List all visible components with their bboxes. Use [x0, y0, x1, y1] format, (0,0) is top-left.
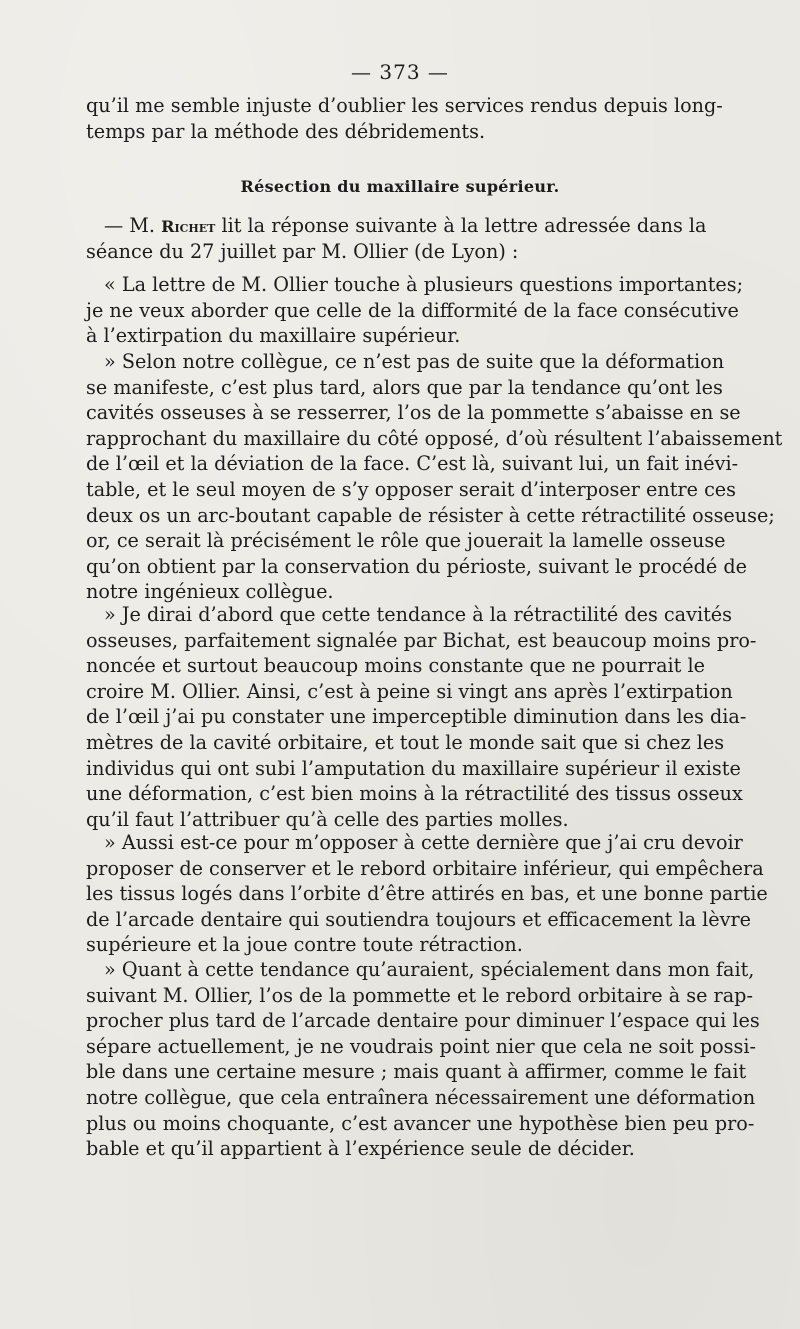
text-line: une déformation, c’est bien moins à la rétractilité des tissus osseux [86, 782, 743, 806]
text-line: « La lettre de M. Ollier touche à plusieurs questions importantes; [104, 273, 744, 296]
text-line: je ne veux aborder que celle de la difformité de la face consécutive [86, 298, 739, 322]
text-line: à l’extirpation du maxillaire supérieur. [86, 324, 461, 348]
section-heading: Résection du maxillaire supérieur. [240, 177, 560, 196]
text-line: mètres de la cavité orbitaire, et tout le monde sait que si chez les [86, 730, 725, 754]
text-line: se manifeste, c’est plus tard, alors que par la tendance qu’ont les [86, 375, 723, 399]
text-line: temps par la méthode des débridements. [86, 119, 486, 143]
speaker-name: Richet [161, 217, 216, 236]
text-line: or, ce serait là précisément le rôle que jouerait la lamelle osseuse [86, 529, 726, 553]
body-paragraph [86, 272, 744, 349]
text-line: de l’œil et la déviation de la face. C’est là, suivant lui, un fait inévi- [86, 452, 739, 476]
text-line: de l’œil j’ai pu constater une imperceptible diminution dans les dia- [86, 705, 747, 729]
text-line: notre ingénieux collègue. [86, 580, 334, 604]
body-paragraph [86, 957, 760, 1162]
text-line: plus ou moins choquante, c’est avancer une hypothèse bien peu pro- [86, 1111, 755, 1135]
text-line: notre collègue, que cela entraînera nécessairement une déformation [86, 1085, 756, 1109]
text-line: individus qui ont subi l’amputation du maxillaire supérieur il existe [86, 756, 741, 780]
text-line: suivant M. Ollier, l’os de la pommette et le rebord orbitaire à se rap- [86, 983, 753, 1007]
text-line: » Selon notre collègue, ce n’est pas de suite que la déformation [104, 350, 725, 373]
text-line: osseuses, parfaitement signalée par Bichat, est beaucoup moins pro- [86, 628, 757, 652]
text-line: » Je dirai d’abord que cette tendance à la rétractilité des cavités [104, 603, 732, 626]
text-line: séance du 27 juillet par M. Ollier (de Lyon) : [86, 239, 519, 263]
text-line [86, 213, 707, 239]
text-line: de l’arcade dentaire qui soutiendra toujours et efficacement la lèvre [86, 907, 752, 931]
text-line: deux os un arc-boutant capable de résister à cette rétractilité osseuse; [86, 503, 775, 527]
speaker-text: lit la réponse suivante à la lettre adressée dans la [221, 214, 707, 237]
intro-paragraph [86, 93, 723, 144]
text-line: croire M. Ollier. Ainsi, c’est à peine si vingt ans après l’extirpation [86, 679, 733, 703]
text-line: sépare actuellement, je ne voudrais point nier que cela ne soit possi- [86, 1034, 756, 1058]
text-line: les tissus logés dans l’orbite d’être attirés en bas, et une bonne partie [86, 882, 768, 906]
text-line: supérieure et la joue contre toute rétraction. [86, 933, 523, 957]
text-line: procher plus tard de l’arcade dentaire pour diminuer l’espace qui les [86, 1009, 760, 1033]
text-line: rapprochant du maxillaire du côté opposé, d’où résultent l’abaissement [86, 426, 783, 450]
text-line: table, et le seul moyen de s’y opposer serait d’interposer entre ces [86, 477, 737, 501]
text-line: qu’il faut l’attribuer qu’à celle des parties molles. [86, 807, 569, 831]
body-paragraph [86, 602, 757, 832]
speaker-paragraph [86, 213, 707, 264]
text-line: qu’il me semble injuste d’oublier les services rendus depuis long- [86, 94, 723, 117]
speaker-prefix: — M. [104, 214, 156, 237]
text-line: » Quant à cette tendance qu’auraient, spécialement dans mon fait, [104, 958, 755, 981]
body-paragraph [86, 349, 783, 605]
text-line: bable et qu’il appartient à l’expérience seule de décider. [86, 1137, 635, 1161]
page-number: — 373 — [351, 60, 449, 84]
text-line: qu’on obtient par la conservation du périoste, suivant le procédé de [86, 554, 747, 578]
text-line: ble dans une certaine mesure ; mais quant à affirmer, comme le fait [86, 1060, 747, 1084]
text-line: » Aussi est-ce pour m’opposer à cette dernière que j’ai cru devoir [104, 831, 743, 854]
text-line: noncée et surtout beaucoup moins constante que ne pourrait le [86, 654, 705, 678]
text-line: cavités osseuses à se resserrer, l’os de la pommette s’abaisse en se [86, 401, 741, 425]
body-paragraph [86, 830, 768, 958]
text-line: proposer de conserver et le rebord orbitaire inférieur, qui empêchera [86, 856, 764, 880]
